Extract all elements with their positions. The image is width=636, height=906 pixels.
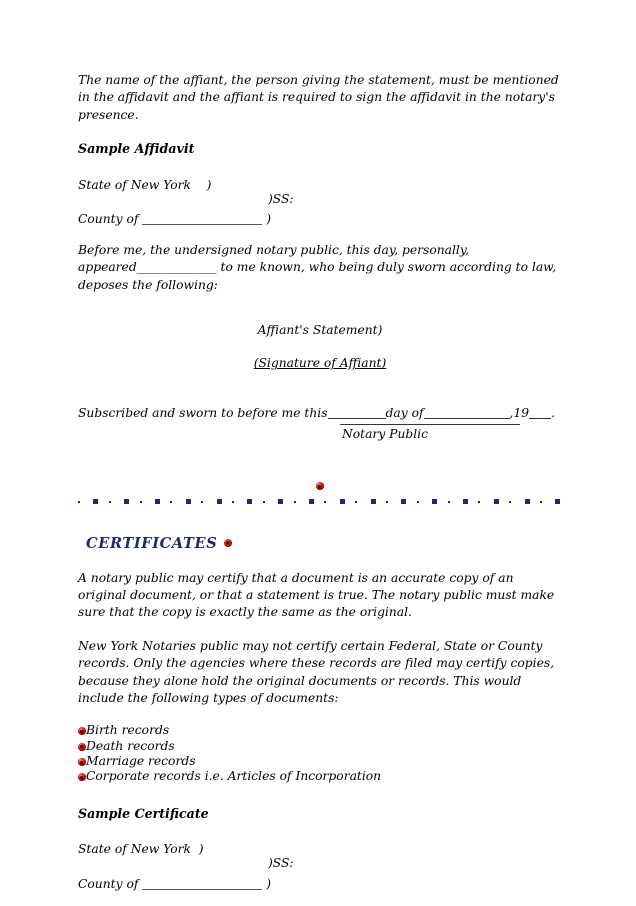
red-ball-bullet-icon bbox=[78, 758, 86, 766]
divider-square bbox=[417, 501, 419, 503]
dotted-square-divider bbox=[78, 496, 562, 508]
divider-square bbox=[525, 499, 530, 504]
divider-square bbox=[278, 499, 283, 504]
divider-square bbox=[109, 501, 111, 503]
sample-certificate-heading: Sample Certificate bbox=[78, 805, 209, 821]
red-ball-bullet-icon bbox=[224, 539, 232, 547]
intro-paragraph: The name of the affiant, the person giving the statement, must be mentioned in the affidavit and the affiant is required to sign the affidavit in the notary's presence. bbox=[78, 73, 559, 122]
divider-square bbox=[509, 501, 511, 503]
divider-square bbox=[78, 501, 80, 503]
list-item bbox=[78, 769, 562, 784]
certificates-paragraph-1: A notary public may certify that a document is an accurate copy of an original document, or that a statement is true. The notary public must make sure that the copy is exactly the same as the original. bbox=[78, 570, 555, 620]
notary-signature-rule bbox=[340, 424, 520, 425]
affidavit-county-row bbox=[78, 208, 562, 225]
signature-of-affiant-caption: (Signature of Affiant) bbox=[253, 356, 387, 371]
list-item bbox=[78, 739, 562, 754]
divider-square bbox=[186, 499, 191, 504]
list-item-label: Corporate records i.e. Articles of Incorporation bbox=[86, 769, 382, 784]
certificate-county-label: County of bbox=[78, 876, 139, 891]
divider-square bbox=[340, 499, 345, 504]
subscribed-and-sworn-line bbox=[78, 405, 562, 422]
subscribed-day-of-text: day of bbox=[385, 405, 424, 420]
notary-public-block bbox=[78, 424, 562, 443]
divider-square bbox=[93, 499, 98, 504]
divider-square bbox=[294, 501, 296, 503]
subscribed-year-blank[interactable] bbox=[529, 407, 551, 419]
divider-square bbox=[401, 499, 406, 504]
divider-square bbox=[448, 501, 450, 503]
affidavit-county-label: County of bbox=[78, 212, 139, 227]
certificate-county-paren: ) bbox=[266, 876, 272, 891]
subscribed-day-blank[interactable] bbox=[328, 407, 386, 419]
divider-square bbox=[232, 501, 234, 503]
affidavit-ss-row bbox=[78, 191, 562, 208]
divider-square bbox=[140, 501, 142, 503]
divider-square bbox=[263, 501, 265, 503]
affidavit-state-row bbox=[78, 174, 562, 191]
divider-square bbox=[432, 499, 437, 504]
sample-affidavit-heading: Sample Affidavit bbox=[78, 141, 195, 157]
notary-public-label: Notary Public bbox=[342, 427, 428, 442]
divider-square bbox=[555, 499, 560, 504]
divider-square bbox=[247, 499, 252, 504]
affidavit-ss-label: )SS: bbox=[268, 192, 294, 207]
red-ball-bullet-icon bbox=[78, 727, 86, 735]
affidavit-state-line: State of New York ) bbox=[78, 177, 212, 192]
divider-square bbox=[463, 499, 468, 504]
divider-square bbox=[324, 501, 326, 503]
divider-square bbox=[309, 499, 314, 504]
subscribed-prefix-text: Subscribed and sworn to before me this bbox=[78, 405, 328, 420]
divider-square bbox=[355, 501, 357, 503]
certificate-state-row bbox=[78, 838, 562, 855]
subscribed-suffix: . bbox=[551, 405, 556, 420]
divider-square bbox=[371, 499, 376, 504]
certificate-venue-block bbox=[78, 838, 562, 890]
divider-square bbox=[386, 501, 388, 503]
affidavit-county-blank[interactable] bbox=[142, 212, 262, 225]
affidavit-venue-block bbox=[78, 174, 562, 226]
list-item-label: Marriage records bbox=[86, 754, 196, 769]
certificate-ss-label: )SS: bbox=[268, 856, 294, 871]
stray-red-ball-bullet-icon bbox=[316, 482, 324, 490]
certificate-ss-row bbox=[78, 855, 562, 872]
document-types-list bbox=[78, 723, 562, 784]
red-ball-bullet-icon bbox=[78, 743, 86, 751]
list-item bbox=[78, 754, 562, 769]
certificates-paragraph-2: New York Notaries public may not certify certain Federal, State or County records. Only the agencies where these records are filed may certify copies, because they alone hold the original documents or records. This would include the following types of documents: bbox=[78, 638, 555, 706]
divider-square bbox=[201, 501, 203, 503]
divider-square bbox=[170, 501, 172, 503]
subscribed-month-blank[interactable] bbox=[424, 407, 510, 419]
red-ball-bullet-icon bbox=[78, 773, 86, 781]
divider-square bbox=[155, 499, 160, 504]
certificates-heading bbox=[78, 534, 562, 554]
divider-square bbox=[124, 499, 129, 504]
affidavit-county-paren: ) bbox=[266, 212, 272, 227]
divider-square bbox=[494, 499, 499, 504]
list-item-label: Death records bbox=[86, 738, 175, 753]
list-item bbox=[78, 723, 562, 738]
divider-square bbox=[217, 499, 222, 504]
divider-square bbox=[540, 501, 542, 503]
list-item-label: Birth records bbox=[86, 723, 170, 738]
before-me-paragraph: Before me, the undersigned notary public, this day, personally, appeared_____________ to me known, who being duly sworn according to law, deposes the following: bbox=[78, 242, 557, 292]
affiant-statement-caption: Affiant's Statement) bbox=[257, 323, 383, 338]
divider-square bbox=[478, 501, 480, 503]
certificates-heading-label: CERTIFICATES bbox=[86, 534, 218, 552]
certificate-county-blank[interactable] bbox=[142, 877, 262, 890]
subscribed-year-prefix: ,19 bbox=[509, 405, 530, 420]
certificate-county-row bbox=[78, 873, 562, 890]
certificate-state-line: State of New York ) bbox=[78, 842, 204, 857]
